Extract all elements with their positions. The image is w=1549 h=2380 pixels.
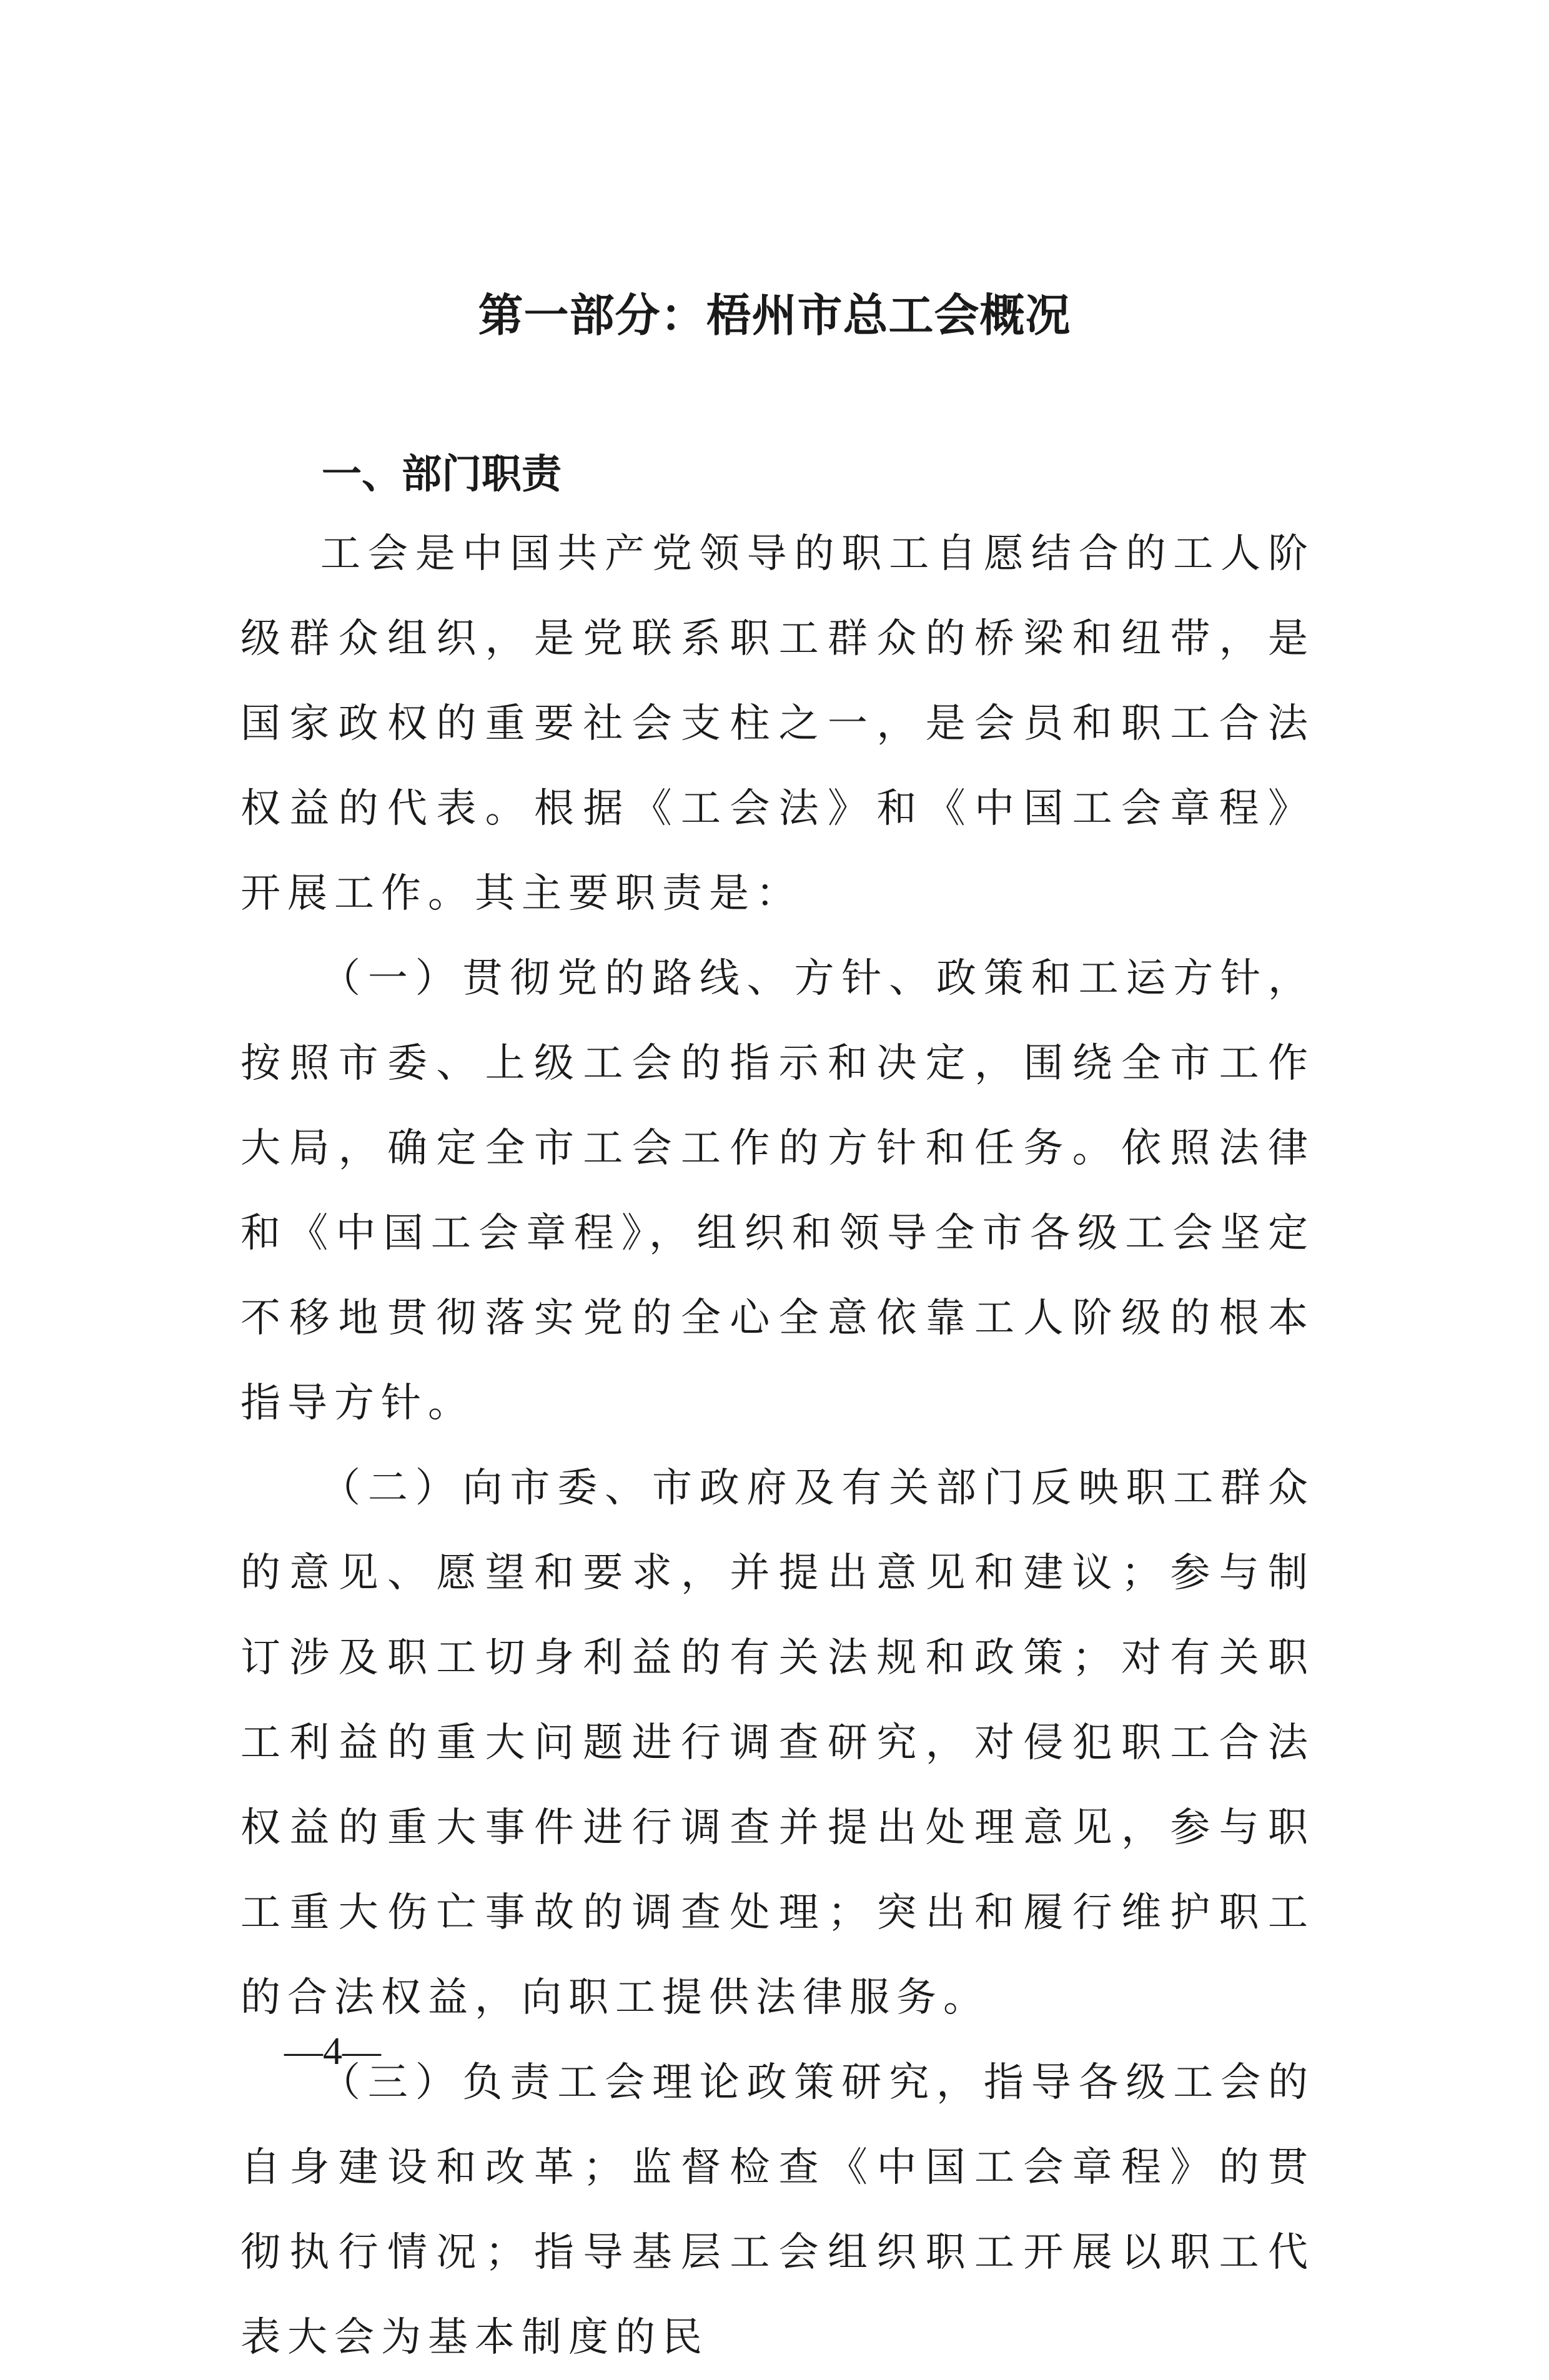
- paragraph-duty-1: （一）贯彻党的路线、方针、政策和工运方针，按照市委、上级工会的指示和决定，围绕全市工作大局，确定全市工会工作的方针和任务。依照法律和《中国工会章程》，组织和领导全市各级工会坚定不移地贯彻落实党的全心全意依靠工人阶级的根本指导方针。: [240, 955, 1315, 1426]
- page-title: 第一部分：梧州市总工会概况: [478, 289, 1071, 342]
- section-heading: 一、部门职责: [322, 452, 562, 498]
- paragraph-duty-3: （三）负责工会理论政策研究，指导各级工会的自身建设和改革；监督检查《中国工会章程》的贯彻执行情况；指导基层工会组织职工开展以职工代表大会为基本制度的民: [240, 2060, 1315, 2361]
- paragraph-intro: 工会是中国共产党领导的职工自愿结合的工人阶级群众组织，是党联系职工群众的桥梁和纽带，是国家政权的重要社会支柱之一，是会员和职工合法权益的代表。根据《工会法》和《中国工会章程》开展工作。其主要职责是：: [240, 531, 1315, 917]
- paragraph-duty-2: （二）向市委、市政府及有关部门反映职工群众的意见、愿望和要求，并提出意见和建议；参与制订涉及职工切身利益的有关法规和政策；对有关职工利益的重大问题进行调查研究，对侵犯职工合法权益的重大事件进行调查并提出处理意见，参与职工重大伤亡事故的调查处理；突出和履行维护职工的合法权益，向职工提供法律服务。: [240, 1465, 1315, 2021]
- body-text: [240, 511, 1315, 2380]
- page-number: —4—: [284, 2030, 381, 2073]
